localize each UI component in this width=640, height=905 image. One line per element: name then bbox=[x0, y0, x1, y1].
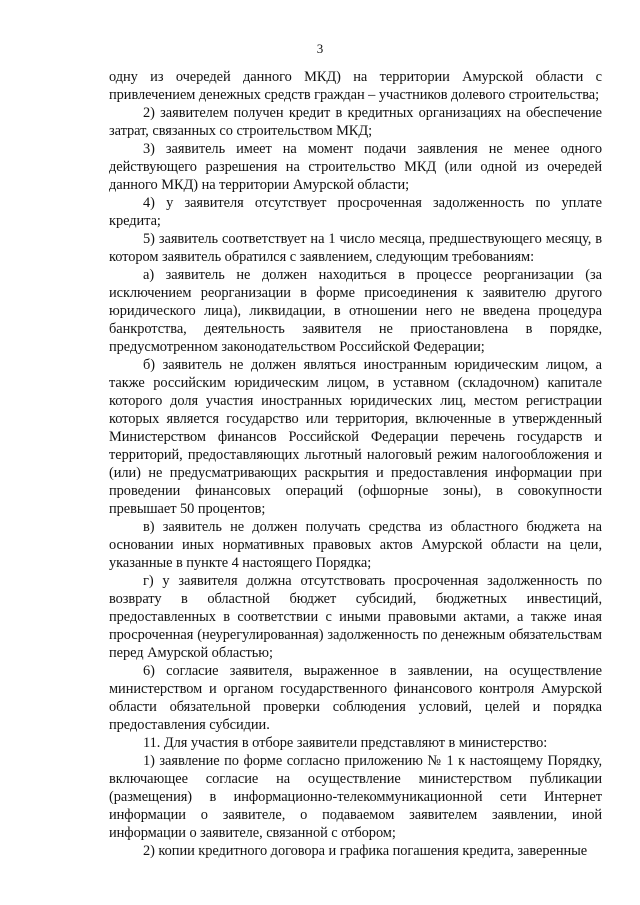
paragraph-item-6: 6) согласие заявителя, выраженное в заявлении, на осуществление министерством и органом государственного финансового контроля Амурской области обязательной проверки соблюдения условий, целей и порядка предоставления субсидии. bbox=[109, 663, 602, 733]
paragraph-subitem-v: в) заявитель не должен получать средства из областного бюджета на основании иных нормативных правовых актов Амурской области на цели, указанные в пункте 4 настоящего Порядка; bbox=[109, 519, 602, 571]
paragraph-section-11-item-1: 1) заявление по форме согласно приложению № 1 к настоящему Порядку, включающее согласие на осуществление министерством публикации (размещения) в информационно-телекоммуникационной сети Интернет информации о заявителе, о подаваемом заявителем заявлении, иной информации о заявителе, связанной с отбором; bbox=[109, 753, 602, 841]
paragraph-item-5: 5) заявитель соответствует на 1 число месяца, предшествующего месяцу, в котором заявитель обратился с заявлением, следующим требованиям: bbox=[109, 231, 602, 265]
paragraph-continuation: одну из очередей данного МКД) на территории Амурской области с привлечением денежных средств граждан – участников долевого строительства; bbox=[109, 69, 602, 103]
paragraph-section-11-item-2: 2) копии кредитного договора и графика погашения кредита, заверенные bbox=[143, 843, 588, 859]
document-body bbox=[109, 68, 602, 860]
paragraph-subitem-g: г) у заявителя должна отсутствовать просроченная задолженность по возврату в областной бюджет субсидий, бюджетных инвестиций, предоставленных в соответствии с иными правовыми актами, а также иная просроченная (неурегулированная) задолженность по денежным обязательствам перед Амурской областью; bbox=[109, 573, 602, 661]
paragraph-item-2: 2) заявителем получен кредит в кредитных организациях на обеспечение затрат, связанных со строительством МКД; bbox=[109, 105, 602, 139]
paragraph-item-4: 4) у заявителя отсутствует просроченная задолженность по уплате кредита; bbox=[109, 195, 602, 229]
paragraph-subitem-a: а) заявитель не должен находиться в процессе реорганизации (за исключением реорганизации в форме присоединения к заявителю другого юридического лица), ликвидации, в отношении него не введена процедура банкротства, деятельность заявителя не приостановлена в порядке, предусмотренном законодательством Российской Федерации; bbox=[109, 267, 602, 355]
page-number: 3 bbox=[316, 41, 324, 56]
paragraph-subitem-b: б) заявитель не должен являться иностранным юридическим лицом, а также российским юридическим лицом, в уставном (складочном) капитале которого доля участия иностранных юридических лиц, местом регистрации которых является государство или территория, включенные в утвержденный Министерством финансов Российской Федерации перечень государств и территорий, предоставляющих льготный налоговый режим налогообложения и (или) не предусматривающих раскрытия и предоставления информации при проведении финансовых операций (офшорные зоны), в совокупности превышает 50 процентов; bbox=[109, 357, 602, 517]
paragraph-item-3: 3) заявитель имеет на момент подачи заявления не менее одного действующего разрешения на строительство МКД (или одной из очередей данного МКД) на территории Амурской области; bbox=[109, 141, 602, 193]
paragraph-section-11: 11. Для участия в отборе заявители представляют в министерство: bbox=[143, 735, 548, 751]
